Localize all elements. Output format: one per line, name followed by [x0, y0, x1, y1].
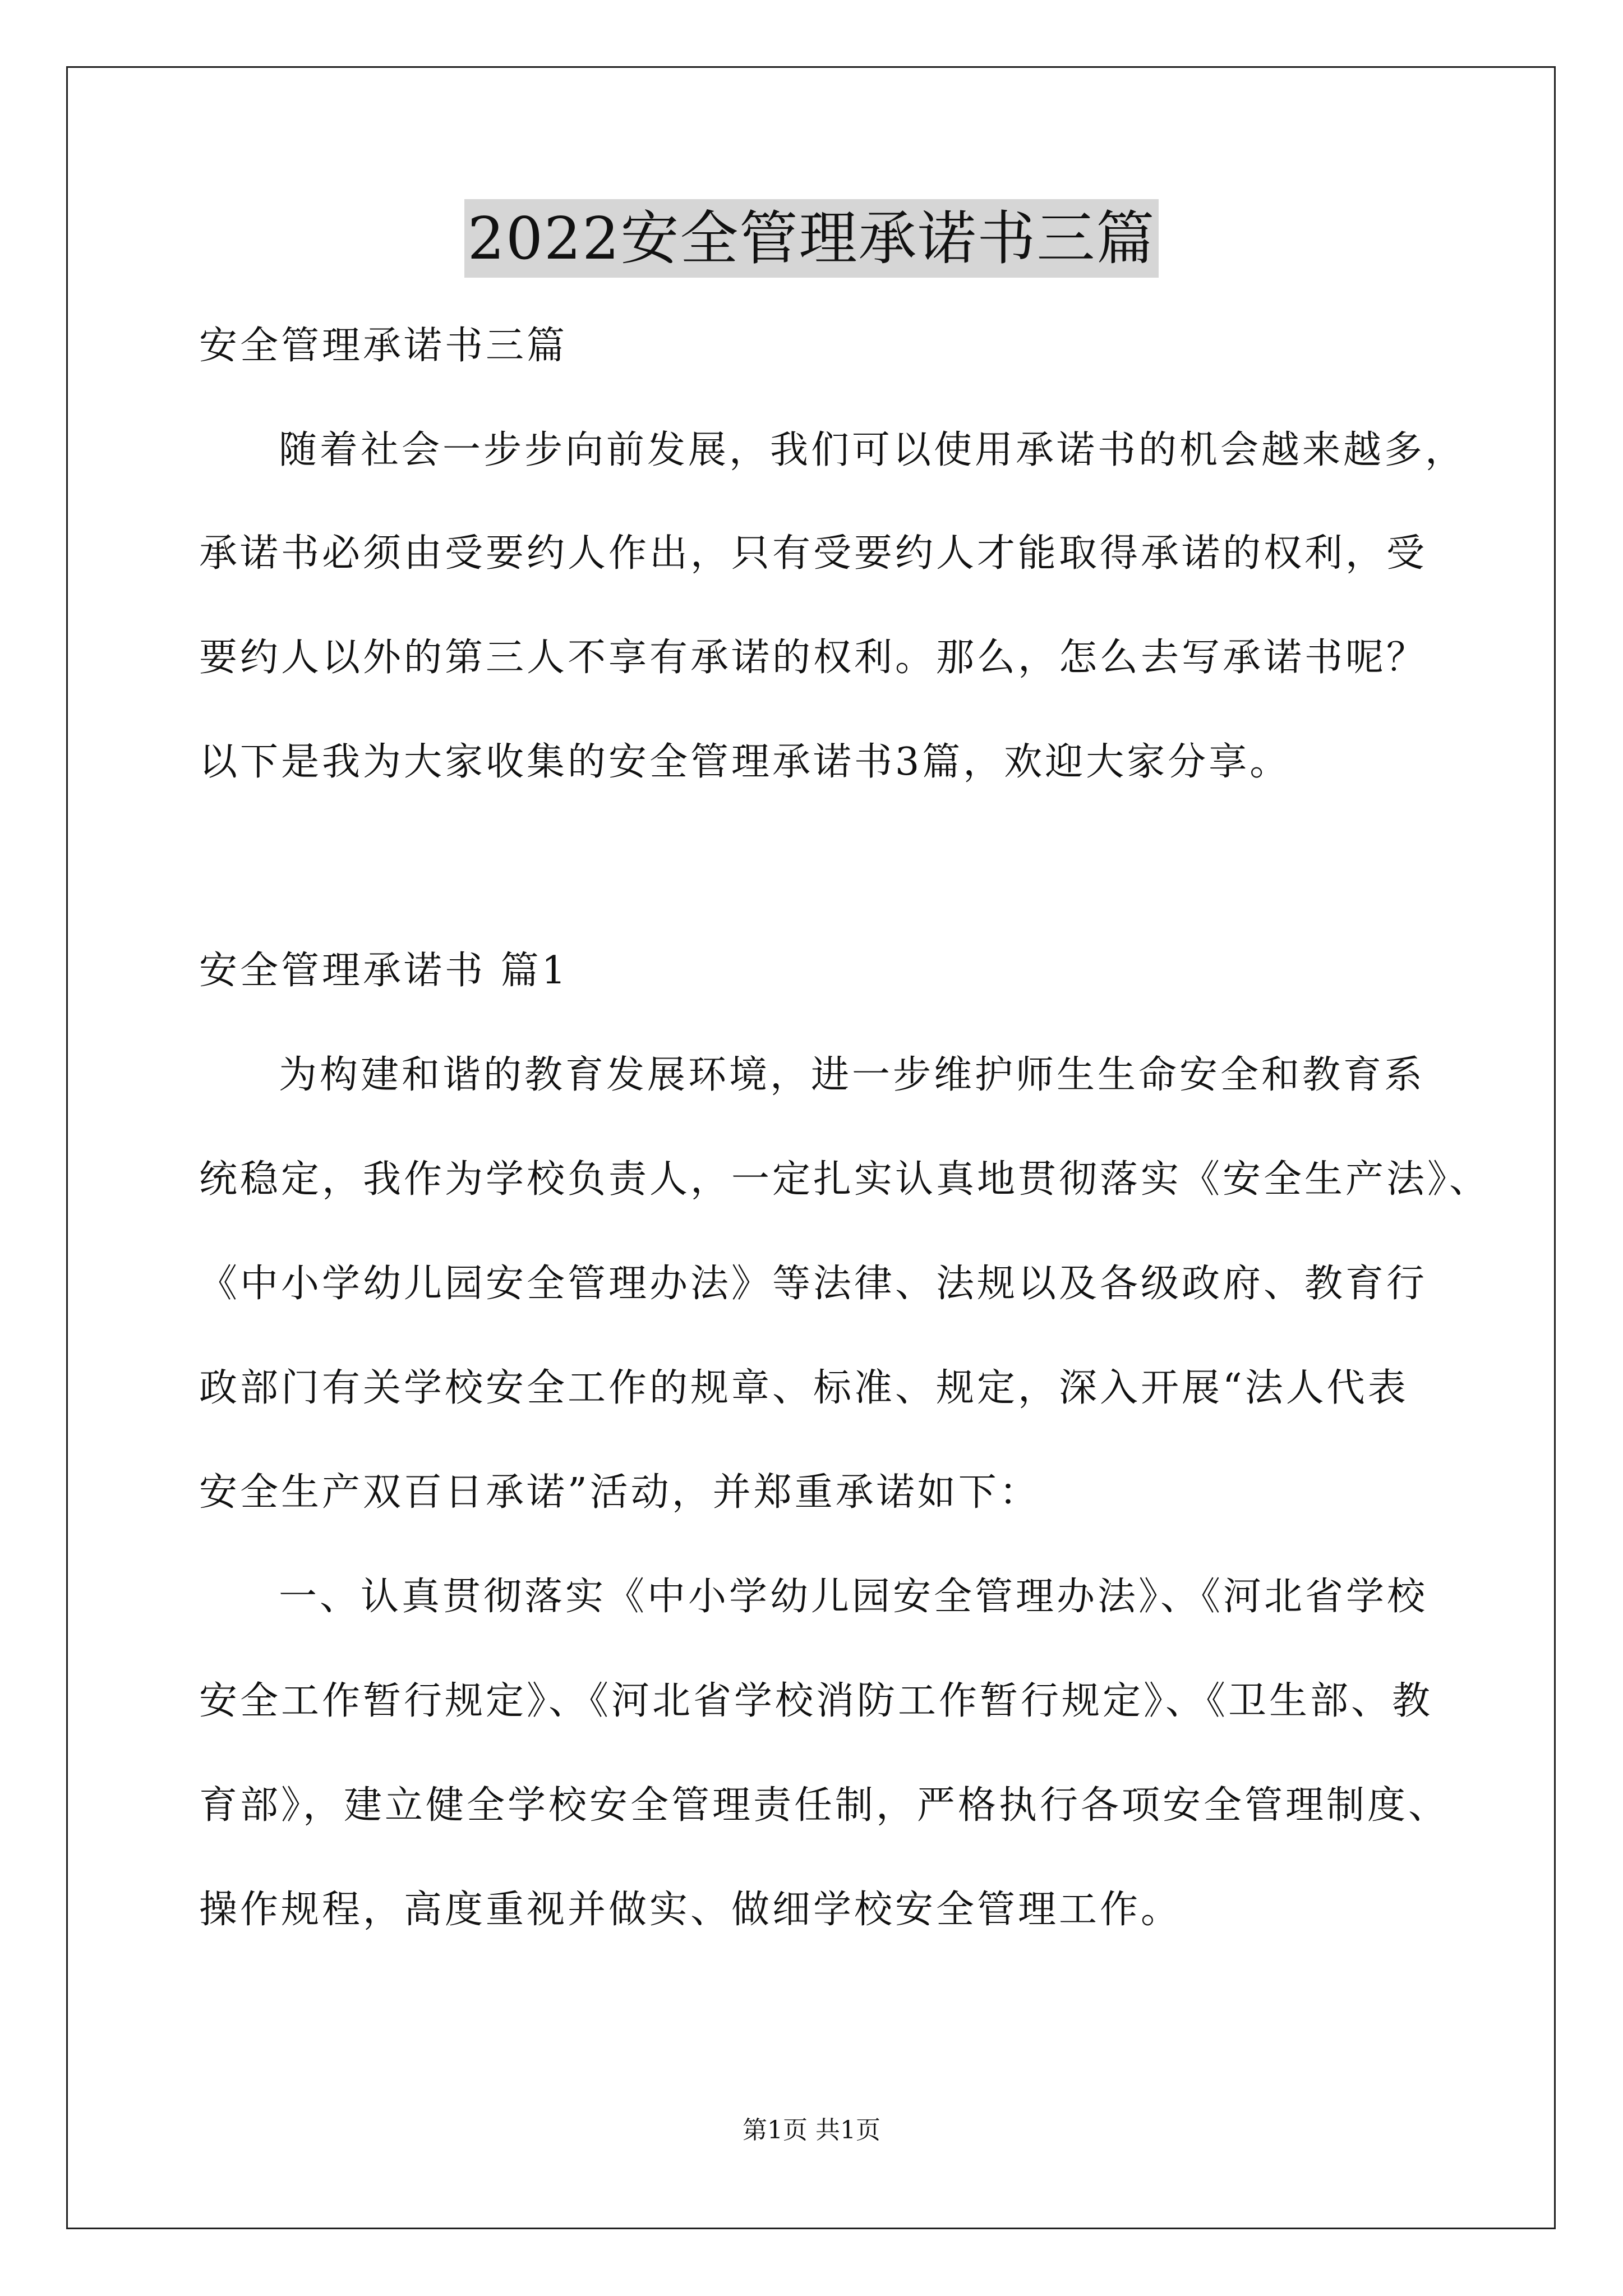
section-heading: 安全管理承诺书 篇1 — [199, 949, 569, 993]
item-line-2: 安全工作暂行规定》、《河北省学校消防工作暂行规定》、《卫生部、教 — [199, 1679, 1433, 1723]
intro-line-2: 承诺书必须由受要约人作出，只有受要约人才能取得承诺的权利，受 — [199, 531, 1428, 576]
body-line-5: 安全生产双百日承诺”活动，并郑重承诺如下： — [199, 1470, 1040, 1515]
body-line-3: 《中小学幼儿园安全管理办法》等法律、法规以及各级政府、教育行 — [199, 1262, 1428, 1306]
body-line-4: 政部门有关学校安全工作的规章、标准、规定，深入开展“法人代表 — [199, 1366, 1409, 1410]
item-line-3: 育部》，建立健全学校安全管理责任制，严格执行各项安全管理制度、 — [199, 1783, 1450, 1828]
body-line-1: 为构建和谐的教育发展环境，进一步维护师生生命安全和教育系 — [279, 1053, 1426, 1097]
item-line-4: 操作规程，高度重视并做实、做细学校安全管理工作。 — [199, 1888, 1182, 1932]
item-line-1: 一、认真贯彻落实《中小学幼儿园安全管理办法》、《河北省学校 — [279, 1575, 1428, 1619]
document-title: 2022安全管理承诺书三篇 — [464, 199, 1159, 278]
intro-line-4: 以下是我为大家收集的安全管理承诺书3篇，欢迎大家分享。 — [199, 740, 1291, 784]
body-line-2: 统稳定，我作为学校负责人，一定扎实认真地贯彻落实《安全生产法》、 — [199, 1157, 1491, 1202]
intro-line-1: 随着社会一步步向前发展，我们可以使用承诺书的机会越来越多， — [279, 428, 1467, 472]
intro-line-3: 要约人以外的第三人不享有承诺的权利。那么，怎么去写承诺书呢？ — [199, 636, 1428, 680]
page-footer: 第1页 共1页 — [743, 2116, 880, 2145]
subtitle-line: 安全管理承诺书三篇 — [199, 324, 568, 368]
title-container — [0, 199, 1623, 278]
